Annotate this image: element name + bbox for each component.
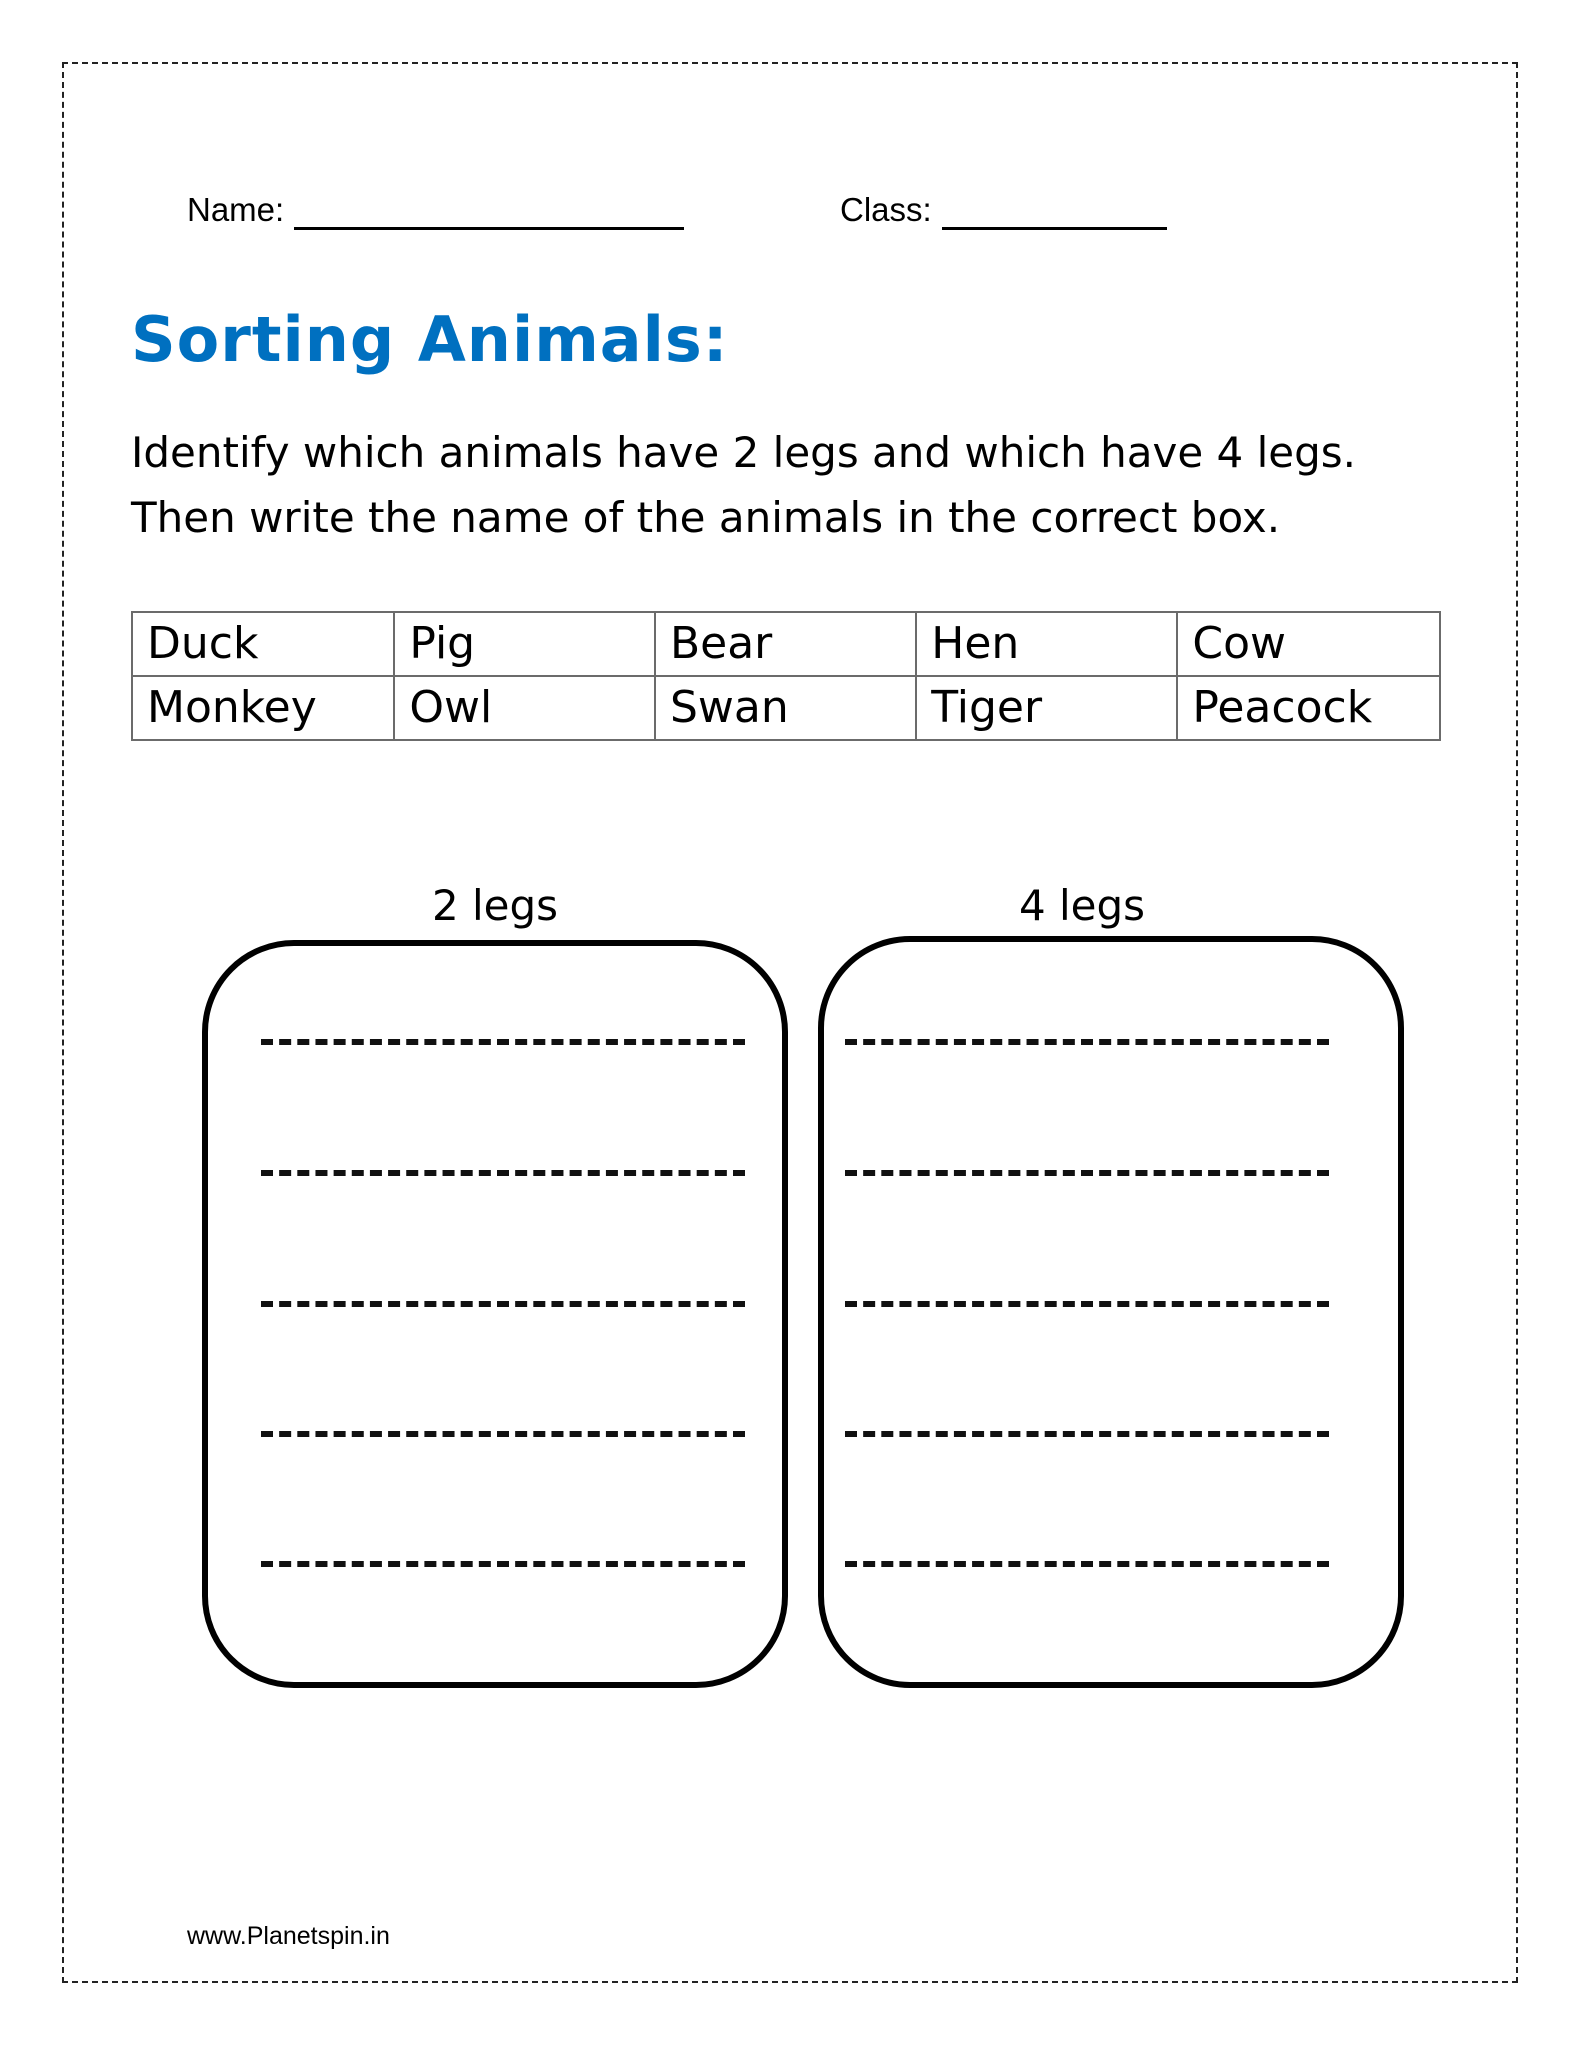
table-cell: Owl [394,676,655,740]
two-legs-box [202,940,788,1688]
two-legs-write-line-4[interactable] [261,1431,745,1437]
instructions-line-1: Identify which animals have 2 legs and which have 4 legs. [131,428,1356,477]
four-legs-write-line-2[interactable] [845,1170,1329,1176]
two-legs-write-line-5[interactable] [261,1561,745,1567]
name-field[interactable] [187,190,684,230]
table-cell: Bear [655,612,916,676]
four-legs-label: 4 legs [1018,881,1146,930]
two-legs-write-line-3[interactable] [261,1301,745,1307]
instructions-line-2: Then write the name of the animals in the correct box. [131,493,1281,542]
name-blank-line[interactable] [294,195,684,230]
name-label: Name: [187,191,285,228]
four-legs-write-line-1[interactable] [845,1039,1329,1045]
two-legs-write-line-1[interactable] [261,1039,745,1045]
four-legs-box [818,936,1404,1688]
table-cell: Peacock [1177,676,1440,740]
table-row [132,676,1440,740]
table-cell: Pig [394,612,655,676]
table-cell: Swan [655,676,916,740]
two-legs-write-line-2[interactable] [261,1170,745,1176]
instructions [131,420,1431,550]
page-title: Sorting Animals: [131,303,729,376]
table-cell: Tiger [916,676,1177,740]
table-cell: Monkey [132,676,394,740]
four-legs-write-line-3[interactable] [845,1301,1329,1307]
footer-website: www.Planetspin.in [187,1922,390,1950]
animal-table [131,611,1441,741]
table-cell: Duck [132,612,394,676]
two-legs-label: 2 legs [431,881,559,930]
four-legs-write-line-5[interactable] [845,1561,1329,1567]
four-legs-write-line-4[interactable] [845,1431,1329,1437]
table-row [132,612,1440,676]
class-field[interactable] [840,190,1167,230]
table-cell: Hen [916,612,1177,676]
class-blank-line[interactable] [942,195,1167,230]
class-label: Class: [840,191,932,228]
table-cell: Cow [1177,612,1440,676]
